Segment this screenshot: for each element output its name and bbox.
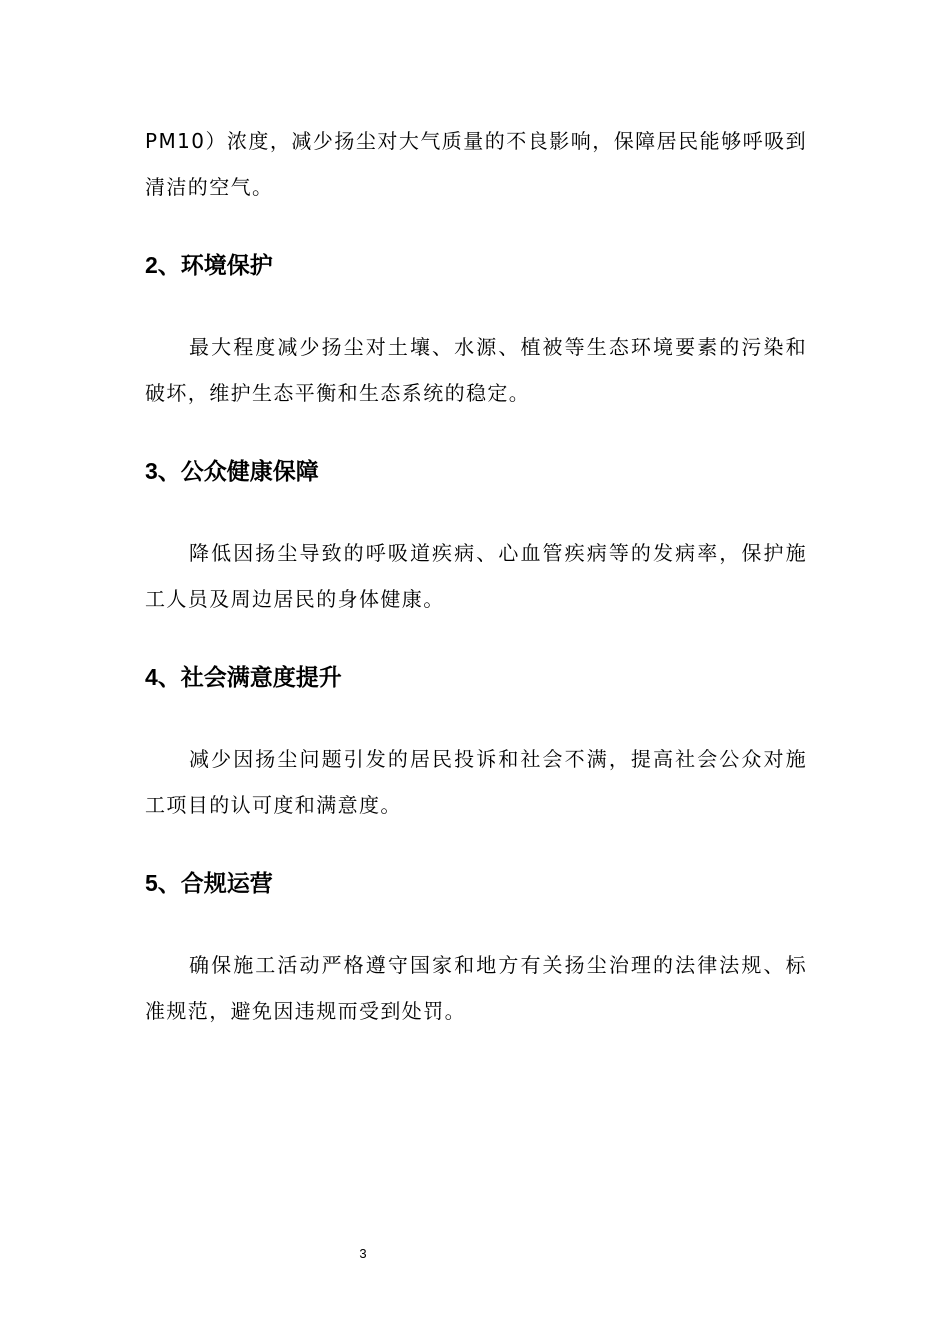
- section-body-public-health: 降低因扬尘导致的呼吸道疾病、心血管疾病等的发病率，保护施工人员及周边居民的身体健康。: [145, 541, 807, 611]
- section-body-social-satisfaction: 减少因扬尘问题引发的居民投诉和社会不满，提高社会公众对施工项目的认可度和满意度。: [145, 747, 807, 817]
- section-heading-compliance: 5、合规运营: [145, 870, 273, 896]
- section-heading-social-satisfaction: 4、社会满意度提升: [145, 664, 342, 690]
- section-body-environment: 最大程度减少扬尘对土壤、水源、植被等生态环境要素的污染和破坏，维护生态平衡和生态系统的稳定。: [145, 335, 807, 405]
- page-content: [145, 118, 807, 1034]
- page-number: 3: [359, 1246, 367, 1261]
- section-heading-environment: 2、环境保护: [145, 252, 273, 278]
- section-body-compliance: 确保施工活动严格遵守国家和地方有关扬尘治理的法律法规、标准规范，避免因违规而受到处罚。: [145, 953, 807, 1023]
- intro-paragraph: PM10）浓度，减少扬尘对大气质量的不良影响，保障居民能够呼吸到清洁的空气。: [145, 129, 807, 199]
- section-heading-public-health: 3、公众健康保障: [145, 458, 319, 484]
